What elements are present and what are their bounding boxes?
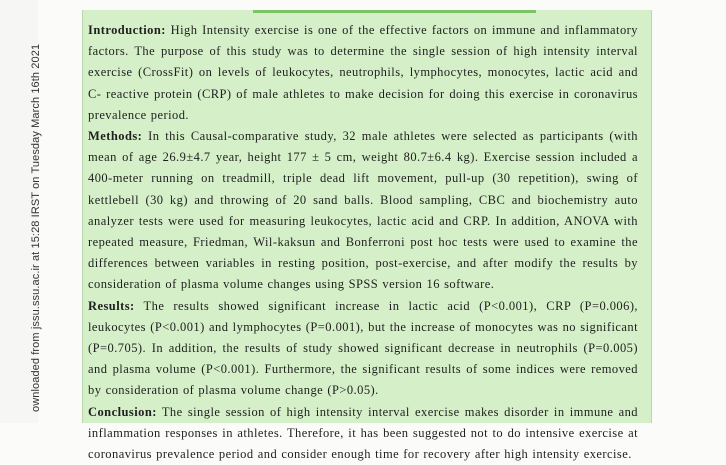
results-label: Results: (88, 298, 135, 313)
introduction-paragraph (88, 20, 638, 126)
download-watermark-strip (0, 0, 42, 423)
methods-label: Methods: (88, 129, 143, 144)
conclusion-text: The single session of high intensity interval exercise makes disorder in immune and inflammation responses in athletes. Therefore, it has been suggested not to do intensive exercise at coronavirus prevalence period and consider enough time for recovery after high intensity exercise. (88, 404, 639, 462)
conclusion-label: Conclusion: (88, 404, 157, 419)
introduction-text: High Intensity exercise is one of the effective factors on immune and inflammatory factors. The purpose of this study was to determine the single session of high intensity interval exercise (CrossFit) on levels of leukocytes, neutrophils, lymphocytes, monocytes, lactic acid and C- reactive protein (CRP) of male athletes to make decision for doing this exercise in coronavirus prevalence period. (88, 23, 638, 122)
results-paragraph (88, 296, 638, 402)
abstract-header-tab (253, 10, 536, 13)
conclusion-paragraph (88, 402, 638, 465)
methods-text: In this Causal-comparative study, 32 male athletes were selected as participants (with mean of age 26.9±4.7 year, height 177 ± 5 cm, weight 80.7±6.4 kg). Exercise session included a 400-meter running on treadmill, triple dead lift movement, pull-up (30 repetition), swing of kettlebell (30 kg) and throwing of 20 sand balls. Blood sampling, CBC and biochemistry auto analyzer tests were used for measuring leukocytes, lactic acid and CRP. In addition, ANOVA with repeated measure, Friedman, Wil-kaksun and Bonferroni post hoc tests were used to examine the differences between variables in resting position, post-exercise, and after modify the results by consideration of plasma volume changes using SPSS version 16 software. (88, 129, 638, 292)
abstract-content (88, 20, 638, 465)
methods-paragraph (88, 126, 638, 296)
abstract-panel (82, 10, 652, 462)
results-text: The results showed significant increase in lactic acid (P<0.001), CRP (P=0.006), leukocytes (P<0.001) and lymphocytes (P=0.001), but the increase of monocytes was no significant (P=0.705). In addition, the results of study showed significant decrease in neutrophils (P=0.005) and plasma volume (P<0.001). Furthermore, the significant results of some indices were removed by consideration of plasma volume change (P>0.05). (88, 298, 639, 398)
download-watermark-text: ownloaded from jssu.ssu.ac.ir at 15:28 IRST on Tuesday March 16th 2021 (30, 43, 42, 412)
introduction-label: Introduction: (88, 23, 166, 37)
